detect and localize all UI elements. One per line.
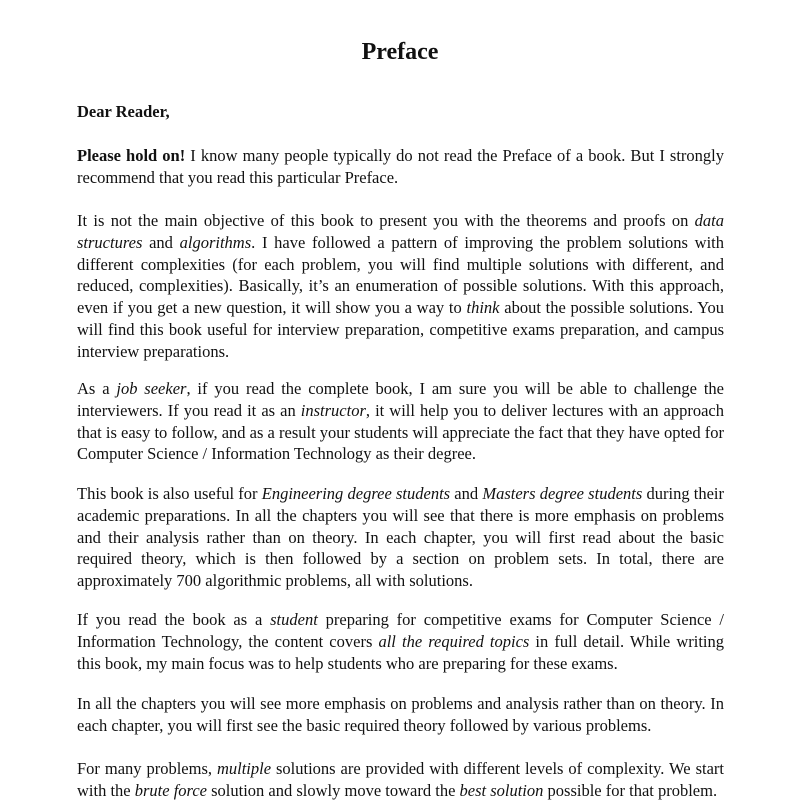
emphasis-lead: Please hold on! [77, 146, 186, 165]
emphasis-text: Engineering degree students [261, 484, 451, 503]
page-title: Preface [361, 39, 439, 65]
emphasis-text: think [466, 298, 500, 318]
paragraph-1: Please hold on! I know many people typically do not read the Preface of a book. But I strongly recommend that you read this particular Preface. [77, 146, 724, 187]
emphasis-text: algorithms [179, 232, 252, 252]
emphasis-text: job seeker [116, 379, 187, 398]
emphasis-text: best solution [459, 780, 544, 800]
emphasis-text: brute force [134, 780, 207, 800]
paragraph-6: In all the chapters you will see more emphasis on problems and analysis rather than on theory. In each chapter, you will first see the basic required theory followed by various problems. [77, 694, 724, 735]
paragraph-2: It is not the main objective of this book to present you with the theorems and proofs on data structures and algorithms. I have followed a pattern of improving the problem solutions with different complexities (for each problem, you will find multiple solutions with different, and reduced, complexities). Basically, it’s an enumeration of possible solutions. With this approach, even if you get a new question, it will show you a way to think about the possible solutions. You will find this book useful for interview preparation, competitive exams preparation, and campus interview preparations. [77, 211, 724, 361]
paragraph-7: For many problems, multiple solutions are provided with different levels of complexity. We start with the brute force solution and slowly move toward the best solution possible for that problem. [77, 759, 724, 800]
emphasis-text: multiple [216, 759, 272, 778]
emphasis-text: instructor [300, 400, 366, 420]
emphasis-text: all the required topics [378, 631, 530, 651]
paragraph-3: As a job seeker, if you read the complete book, I am sure you will be able to challenge the interviewers. If you read it as an instructor, it will help you to deliver lectures with an approach that is easy to follow, and as a result your students will appreciate the fact that they have opted for Computer Science / Information Technology as their degree. [77, 379, 724, 464]
salutation: Dear Reader, [77, 102, 170, 121]
emphasis-text: data structures [77, 211, 724, 252]
paragraph-5: If you read the book as a student preparing for competitive exams for Computer Science / Information Technology, the content covers all the required topics in full detail. While writing this book, my main focus was to help students who are preparing for these exams. [77, 610, 725, 673]
emphasis-text: student [270, 610, 318, 629]
emphasis-text: Masters degree students [482, 484, 643, 503]
paragraph-4: This book is also useful for Engineering degree students and Masters degree students during their academic preparations. In all the chapters you will see that there is more emphasis on problems and their analysis rather than on theory. In each chapter, you will first read about the basic required theory, which is then followed by a section on problem sets. In total, there are approximately 700 algorithmic problems, all with solutions. [77, 484, 725, 591]
